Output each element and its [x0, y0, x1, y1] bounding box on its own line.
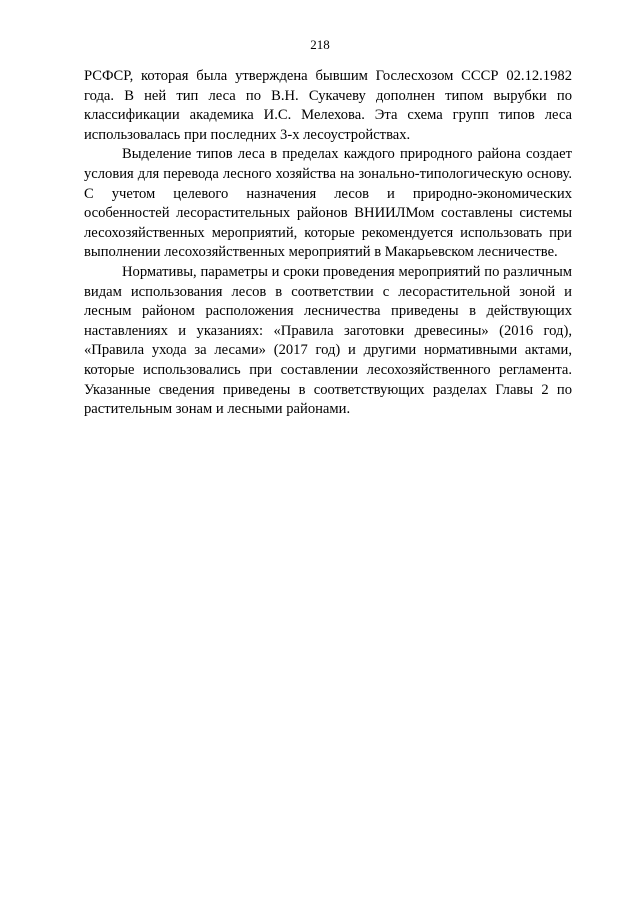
document-body [84, 67, 572, 420]
paragraph-continuation: РСФСР, которая была утверждена бывшим Гослесхозом СССР 02.12.1982 года. В ней тип леса по В.Н. Сукачеву дополнен типом вырубки по классификации академика И.С. Мелехова. Эта схема групп типов леса использовалась при последних 3-х лесоустройствах. [84, 68, 572, 143]
paragraph-regulations: Нормативы, параметры и сроки проведения мероприятий по различным видам использования лесов в соответствии с лесорастительной зоной и лесным районом расположения лесничества приведены в действующих наставлениях и указаниях: «Правила заготовки древесины» (2016 год), «Правила ухода за лесами» (2017 год) и другими нормативными актами, которые использовались при составлении лесохозяйственного регламента. Указанные сведения приведены в соответствующих разделах Главы 2 по растительным зонам и лесными районами. [84, 263, 572, 418]
paragraph-forest-types: Выделение типов леса в пределах каждого природного района создает условия для перевода лесного хозяйства на зонально-типологическую основу. С учетом целевого назначения лесов и природно-экономических особенностей лесорастительных районов ВНИИЛМом составлены системы лесохозяйственных мероприятий, которые рекомендуется использовать при выполнении лесохозяйственных мероприятий в Макарьевском лесничестве. [84, 146, 572, 261]
page-number: 218 [310, 37, 330, 52]
